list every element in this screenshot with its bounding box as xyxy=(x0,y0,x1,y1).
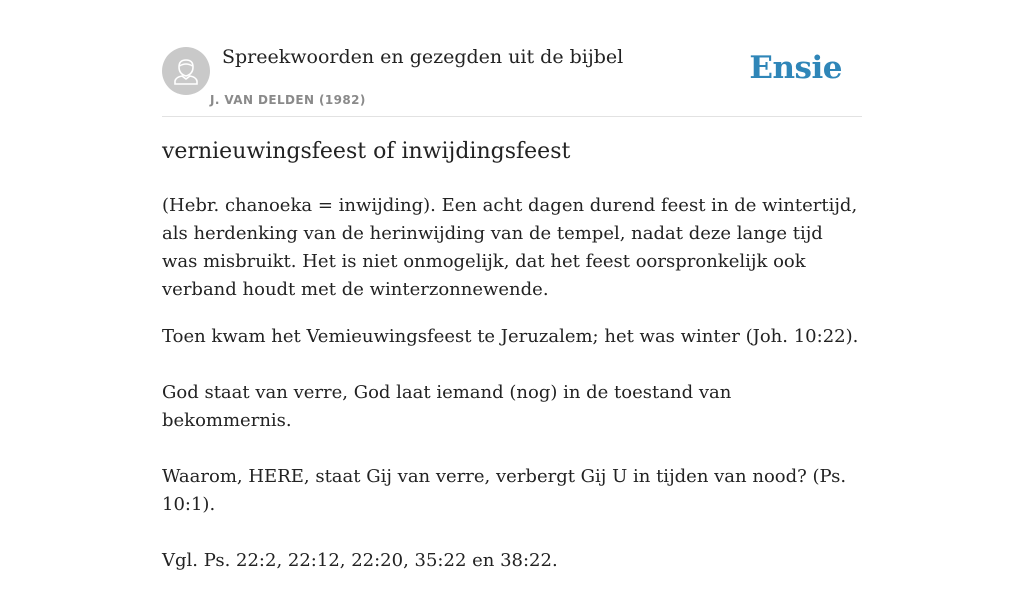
entry-definition: (Hebr. chanoeka = inwijding). Een acht dagen durend feest in de wintertijd, als herdenking van de herinwijding van de tempel, nadat deze lange tijd was misbruikt. Het is niet onmogelijk, dat het feest oorspronkelijk ook verband houdt met de winterzonnewende. xyxy=(162,195,858,300)
entry-line: Waarom, HERE, staat Gij van verre, verbergt Gij U in tijden van nood? (Ps. 10:1). xyxy=(162,466,847,515)
entry-line: Vgl. Ps. 22:2, 22:12, 22:20, 35:22 en 38:22. xyxy=(162,550,558,571)
page-header xyxy=(162,46,862,117)
author-avatar[interactable] xyxy=(162,47,210,95)
book-title[interactable]: Spreekwoorden en gezegden uit de bijbel xyxy=(222,46,624,68)
author-name[interactable]: J. VAN DELDEN (1982) xyxy=(210,93,366,107)
entry-line: Toen kwam het Vemieuwingsfeest te Jeruzalem; het was winter (Joh. 10:22). xyxy=(162,326,859,347)
entry-title: vernieuwingsfeest of inwijdingsfeest xyxy=(162,139,571,164)
entry-content xyxy=(162,192,862,603)
user-icon xyxy=(162,47,210,95)
brand-logo[interactable]: Ensie xyxy=(749,50,842,86)
entry-line: God staat van verre, God laat iemand (nog) in de toestand van bekommernis. xyxy=(162,382,732,431)
